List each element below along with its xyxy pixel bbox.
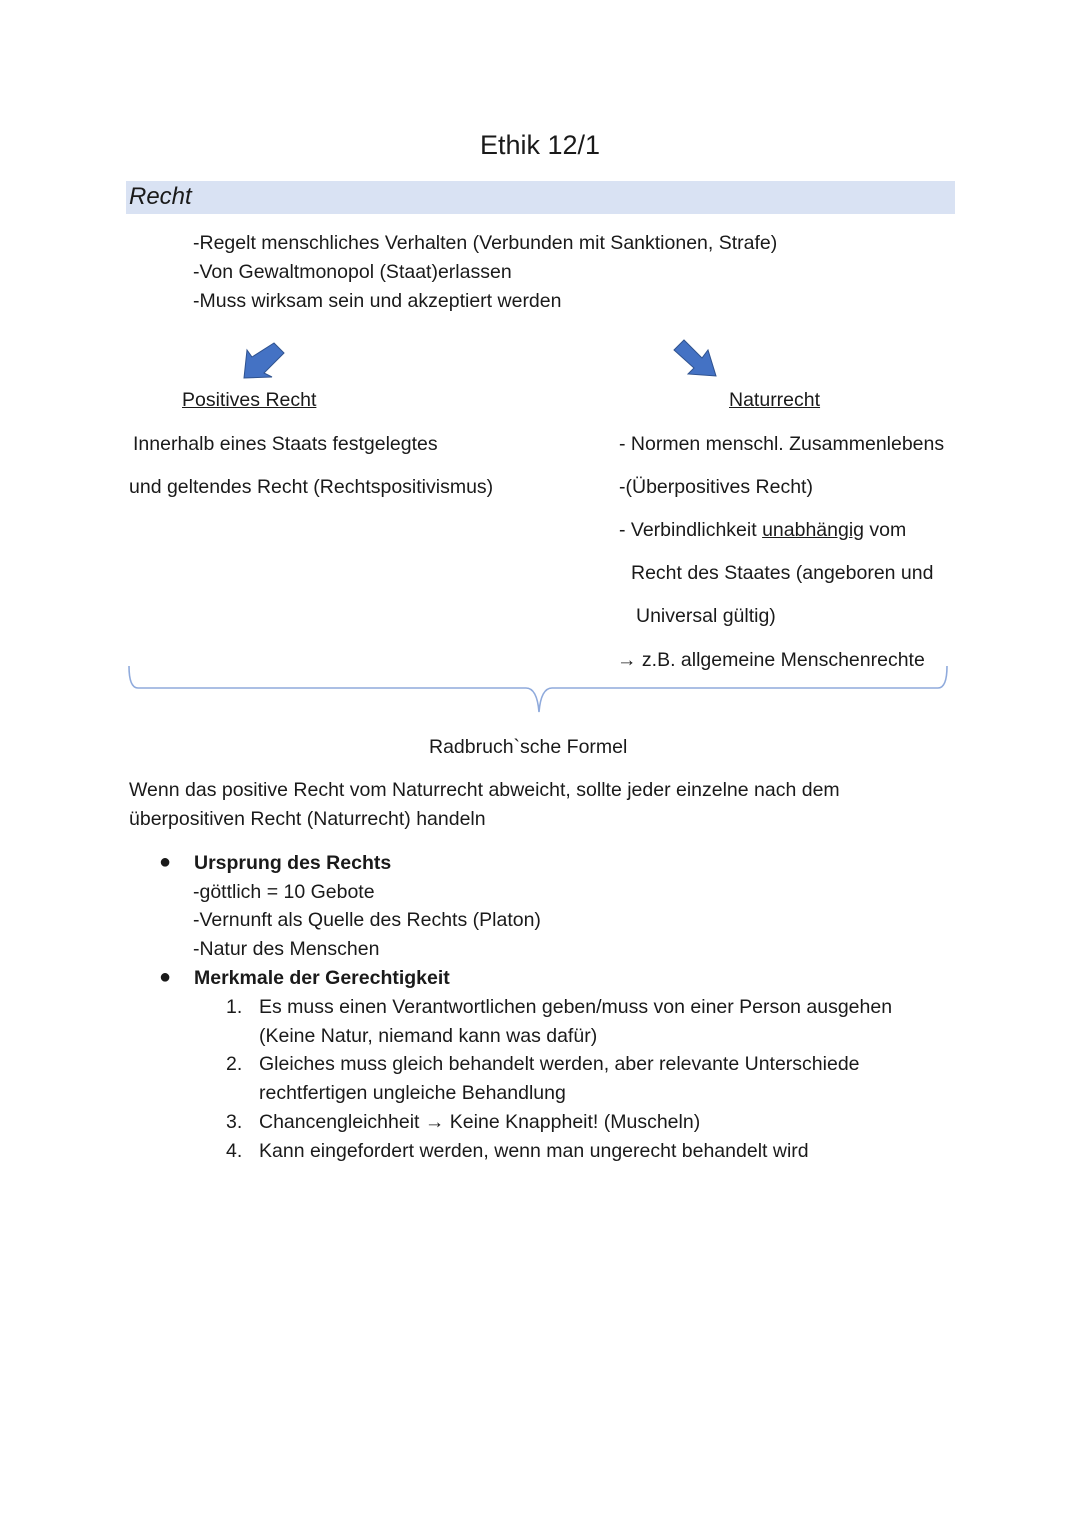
positive-law-line-2: und geltendes Recht (Rechtspositivismus) [129, 476, 494, 498]
natural-law-line-3 [619, 516, 906, 545]
justice-item-1-line-1: Es muss einen Verantwortlichen geben/muss von einer Person ausgehen [259, 996, 893, 1018]
origin-title: Ursprung des Rechts [194, 852, 392, 874]
formula-text-2: überpositiven Recht (Naturrecht) handeln [129, 808, 486, 830]
justice-item-3-post: Keine Knappheit! (Muscheln) [444, 1111, 701, 1133]
justice-item-1-line-2: (Keine Natur, niemand kann was dafür) [259, 1025, 598, 1047]
section-heading-bar [126, 181, 955, 214]
justice-item-3-pre: Chancengleichheit [259, 1111, 425, 1133]
curly-brace [126, 664, 950, 716]
natural-law-line-3-post: vom [864, 519, 907, 541]
arrow-down-right-icon [670, 336, 722, 380]
justice-item-2-line-1: Gleiches muss gleich behandelt werden, aber relevante Unterschiede [259, 1053, 860, 1075]
positive-law-title: Positives Recht [182, 389, 317, 411]
natural-law-line-5: Universal gültig) [636, 605, 776, 627]
origin-item-2: -Vernunft als Quelle des Rechts (Platon) [193, 909, 541, 931]
natural-law-line-2: -(Überpositives Recht) [619, 476, 813, 498]
arrow-down-left-icon [238, 338, 288, 382]
arrow-right-icon: → [424, 1111, 445, 1133]
positive-law-line-1: Innerhalb eines Staats festgelegtes [133, 433, 438, 455]
natural-law-line-1: - Normen menschl. Zusammenlebens [619, 433, 945, 455]
justice-item-4: Kann eingefordert werden, wenn man ungerecht behandelt wird [259, 1140, 809, 1162]
page-title: Ethik 12/1 [479, 130, 601, 160]
justice-title: Merkmale der Gerechtigkeit [194, 967, 450, 989]
justice-item-3 [259, 1108, 700, 1137]
formula-title: Radbruch`sche Formel [429, 736, 628, 758]
recht-point-2: -Von Gewaltmonopol (Staat)erlassen [193, 261, 512, 283]
justice-item-2-line-2: rechtfertigen ungleiche Behandlung [259, 1082, 566, 1104]
bullet-icon: ● [159, 851, 172, 873]
section-heading: Recht [129, 183, 192, 210]
formula-text-1: Wenn das positive Recht vom Naturrecht abweicht, sollte jeder einzelne nach dem [129, 779, 840, 801]
bullet-icon: ● [159, 966, 172, 988]
recht-point-3: -Muss wirksam sein und akzeptiert werden [193, 290, 562, 312]
justice-number-2: 2. [226, 1053, 243, 1075]
origin-item-3: -Natur des Menschen [193, 938, 380, 960]
justice-number-1: 1. [226, 996, 243, 1018]
natural-law-title: Naturrecht [729, 389, 821, 411]
natural-law-line-3-underlined: unabhängig [762, 519, 865, 541]
natural-law-line-6-text: z.B. allgemeine Menschenrechte [636, 649, 925, 671]
justice-number-3: 3. [226, 1111, 243, 1133]
recht-point-1: -Regelt menschliches Verhalten (Verbunden mit Sanktionen, Strafe) [193, 232, 778, 254]
arrow-right-icon: → [617, 649, 637, 671]
origin-item-1: -göttlich = 10 Gebote [193, 881, 375, 903]
natural-law-line-4: Recht des Staates (angeboren und [631, 562, 934, 584]
justice-number-4: 4. [226, 1140, 243, 1162]
natural-law-line-3-pre: - Verbindlichkeit [619, 519, 763, 541]
